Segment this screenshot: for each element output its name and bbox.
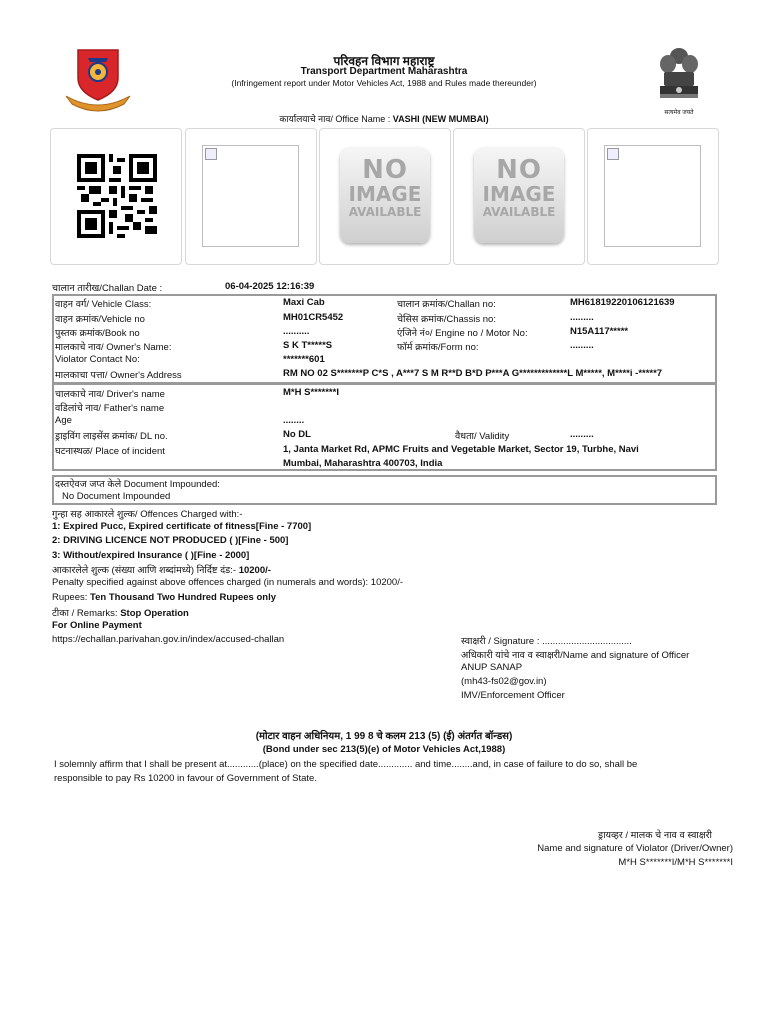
owner-address-label: मालकाचा पत्ता/ Owner's Address (55, 370, 182, 381)
broken-image-icon (202, 145, 299, 247)
offences-label: गुन्हा सह आकारले शुल्क/ Offences Charged with:- (52, 509, 243, 520)
chassis-no-label: चेसिस क्रमांक/Chassis no: (397, 314, 496, 325)
offence-item: 3: Without/expired Insurance ( )[Fine - 2000] (52, 550, 250, 561)
age: ........ (283, 415, 305, 426)
impound-label: दस्तऐवज जप्त केले Document Impounded: (55, 479, 220, 490)
photo-slot-2 (319, 128, 451, 265)
challan-date: 06-04-2025 12:16:39 (225, 281, 315, 292)
violator-label-english: Name and signature of Violator (Driver/Owner) (537, 843, 733, 854)
vehicle-class: Maxi Cab (283, 297, 325, 308)
vehicle-no-label: वाहन क्रमांक/Vehicle no (55, 314, 145, 325)
qr-code-box (50, 128, 182, 265)
dept-title-marathi: परिवहन विभाग महाराष्ट्र (333, 54, 435, 68)
bond-title-english: (Bond under sec 213(5)(e) of Motor Vehicles Act,1988) (262, 744, 506, 755)
offence-item: 1: Expired Pucc, Expired certificate of fitness[Fine - 7700] (52, 521, 312, 532)
office-label: कार्यालयाचे नाव/ Office Name : (279, 114, 393, 124)
challan-no: MH61819220106121639 (570, 297, 675, 308)
officer-signature: स्वाक्षरी / Signature : .................................. (461, 636, 632, 647)
fee-label: आकारलेले शुल्क (संख्या आणि शब्दांमध्ये) निर्दिष्ट दंड:- (52, 565, 239, 576)
fee-line (52, 563, 271, 576)
owner-name: S K T*****S (283, 340, 333, 351)
age-label: Age (55, 415, 72, 426)
dept-title-english: Transport Department Maharashtra (300, 66, 468, 77)
book-no: .......... (283, 326, 310, 337)
contact-no: *******601 (283, 354, 325, 365)
remarks-label: टीका / Remarks: (52, 608, 121, 619)
officer-name-sig-label: अधिकारी यांचे नाव व स्वाक्षरी/Name and signature of Officer (461, 650, 690, 661)
officer-name: ANUP SANAP (461, 662, 523, 673)
maharashtra-police-logo (58, 44, 138, 114)
form-no: ......... (570, 340, 594, 351)
remarks-value: Stop Operation (120, 608, 189, 619)
dl-no-label: ड्राइविंग लाइसेंस क्रमांक/ DL no. (55, 431, 168, 442)
rupees-value: Ten Thousand Two Hundred Rupees only (90, 592, 276, 603)
fee-value: 10200/- (238, 565, 271, 576)
remarks-line (52, 606, 189, 619)
owner-name-label: मालकाचे नाव/ Owner's Name: (55, 342, 172, 353)
form-no-label: फॉर्म क्रमांक/Form no: (397, 342, 479, 353)
broken-image-icon (604, 145, 701, 247)
bond-title-marathi: (मोटार वाहन अधिनियम, 1 99 8 चे कलम 213 (5) (ई) अंतर्गत बॉन्डस) (255, 731, 513, 742)
engine-no-label: एंजिने नं०/ Engine no / Motor No: (397, 328, 528, 339)
offence-item: 2: DRIVING LICENCE NOT PRODUCED ( )[Fine - 500] (52, 535, 289, 546)
report-subtitle: (Infringement report under Motor Vehicles Act, 1988 and Rules made thereunder) (231, 78, 537, 88)
qr-code (77, 154, 157, 238)
online-payment-link[interactable]: https://echallan.parivahan.gov.in/index/accused-challan (52, 634, 285, 645)
vehicle-no: MH01CR5452 (283, 312, 344, 323)
validity: ......... (570, 429, 594, 440)
father-name-label: वडिलांचे नाव/ Father's name (55, 403, 165, 414)
photo-slot-3 (453, 128, 585, 265)
office-name-line (180, 112, 588, 125)
bond-text-line-2: responsible to pay Rs 10200 in favour of Government of State. (54, 773, 317, 784)
place-label: घटनास्थळ/ Place of incident (55, 446, 165, 457)
impound-value: No Document Impounded (62, 491, 171, 502)
photo-slot-4 (587, 128, 719, 265)
owner-address: RM NO 02 S*******P C*S , A***7 S M R**D B*D P***A G*************L M*****, M****i -*****7 (283, 368, 663, 379)
validity-label: वैधता/ Validity (455, 431, 510, 442)
no-image-placeholder: NO IMAGE AVAILABLE (474, 147, 564, 243)
place-line-2: Mumbai, Maharashtra 400703, India (283, 458, 443, 469)
driver-name-label: चालकाचे नाव/ Driver's name (55, 389, 165, 400)
online-payment-label: For Online Payment (52, 620, 142, 631)
office-name: VASHI (NEW MUMBAI) (392, 114, 489, 124)
dl-no: No DL (283, 429, 311, 440)
challan-date-label: चालान तारीख/Challan Date : (52, 283, 163, 294)
officer-email: (mh43-fs02@gov.in) (461, 676, 547, 687)
contact-label: Violator Contact No: (55, 354, 140, 365)
rupees-label: Rupees: (52, 592, 91, 603)
emblem-motto: सत्यमेव जयते (664, 110, 694, 116)
officer-designation: IMV/Enforcement Officer (461, 690, 565, 701)
driver-name: M*H S*******I (283, 387, 339, 398)
no-image-placeholder: NO IMAGE AVAILABLE (340, 147, 430, 243)
penalty-line: Penalty specified against above offences charged (in numerals and words): 10200/- (52, 577, 404, 588)
violator-name: M*H S*******I/M*H S*******I (618, 857, 733, 868)
ashoka-emblem (654, 44, 704, 118)
rupees-line (52, 592, 276, 603)
bond-text-line-1: I solemnly affirm that I shall be present at............(place) on the specified date............. and time........and, in case of failure to do so, shall be (54, 759, 638, 770)
chassis-no: ......... (570, 312, 594, 323)
engine-no: N15A117***** (570, 326, 629, 337)
book-no-label: पुस्तक क्रमांक/Book no (55, 328, 140, 339)
violator-label-marathi: ड्रायव्हर / मालक चे नाव व स्वाक्षरी (597, 830, 712, 841)
photo-slot-1 (185, 128, 317, 265)
vehicle-class-label: वाहन वर्ग/ Vehicle Class: (55, 299, 152, 310)
challan-no-label: चालान क्रमांक/Challan no: (397, 299, 496, 310)
place-line-1: 1, Janta Market Rd, APMC Fruits and Vegetable Market, Sector 19, Turbhe, Navi (283, 444, 639, 455)
